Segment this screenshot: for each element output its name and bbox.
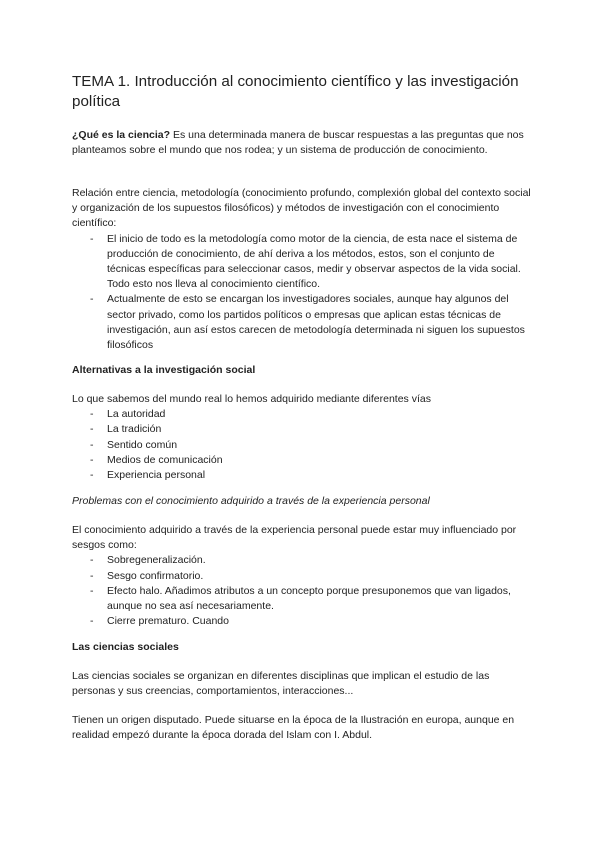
social-sciences-p2: Tienen un origen disputado. Puede situarse en la época de la Ilustración en europa, aunque en realidad empezó durante la época dorada del Islam con I. Abdul. xyxy=(72,714,515,742)
alternatives-text: Lo que sabemos del mundo real lo hemos adquirido mediante diferentes vías xyxy=(72,393,431,405)
list-item: - Medios de comunicación xyxy=(72,453,532,468)
alternatives-list xyxy=(72,407,532,483)
section-heading-problems: Problemas con el conocimiento adquirido a través de la experiencia personal xyxy=(72,495,430,507)
list-item: - La autoridad xyxy=(72,407,532,422)
list-item: - Actualmente de esto se encargan los investigadores sociales, aunque hay algunos del sector privado, como los partidos políticos o empresas que aplican estas técnicas de investigación, aun así estos carecen de metodología determinada ni siguen los supuestos filosóficos xyxy=(72,292,532,353)
relation-text: Relación entre ciencia, metodología (conocimiento profundo, complexión global del contexto social y organización de los supuestos filosóficos) y métodos de investigación con el conocimiento científico: xyxy=(72,187,531,230)
list-item: - Sentido común xyxy=(72,438,532,453)
problems-section xyxy=(72,523,532,629)
list-item: - El inicio de todo es la metodología como motor de la ciencia, de esta nace el sistema de producción de conocimiento, de ahí deriva a los métodos, estos, son el conjunto de técnicas específicas para seleccionar casos, medir y observar aspectos de la vida social. Todo esto nos lleva al conocimiento científico. xyxy=(72,232,532,293)
section-heading-social-sciences: Las ciencias sociales xyxy=(72,641,179,653)
section-heading-alternatives: Alternativas a la investigación social xyxy=(72,364,256,376)
list-item: - Cierre prematuro. Cuando xyxy=(72,614,532,629)
list-item: - La tradición xyxy=(72,422,532,437)
problems-list xyxy=(72,553,532,629)
page-title: TEMA 1. Introducción al conocimiento científico y las investigación política xyxy=(72,73,519,110)
intro-lead: ¿Qué es la ciencia? xyxy=(72,129,171,141)
list-item: - Experiencia personal xyxy=(72,468,532,483)
intro-text: Es una determinada manera de buscar respuestas a las preguntas que nos planteamos sobre el mundo que nos rodea; y un sistema de producción de conocimiento. xyxy=(72,129,524,157)
intro-paragraph xyxy=(72,128,532,158)
alternatives-section xyxy=(72,392,532,483)
relation-section xyxy=(72,186,532,353)
list-item: - Sesgo confirmatorio. xyxy=(72,569,532,584)
social-sciences-p1: Las ciencias sociales se organizan en diferentes disciplinas que implican el estudio de las personas y sus creencias, comportamientos, interacciones... xyxy=(72,670,490,698)
list-item: - Sobregeneralización. xyxy=(72,553,532,568)
relation-list xyxy=(72,232,532,354)
list-item: - Efecto halo. Añadimos atributos a un concepto porque presuponemos que van ligados, aunque no sea así necesariamente. xyxy=(72,584,532,614)
problems-text: El conocimiento adquirido a través de la experiencia personal puede estar muy influenciado por sesgos como: xyxy=(72,524,517,552)
